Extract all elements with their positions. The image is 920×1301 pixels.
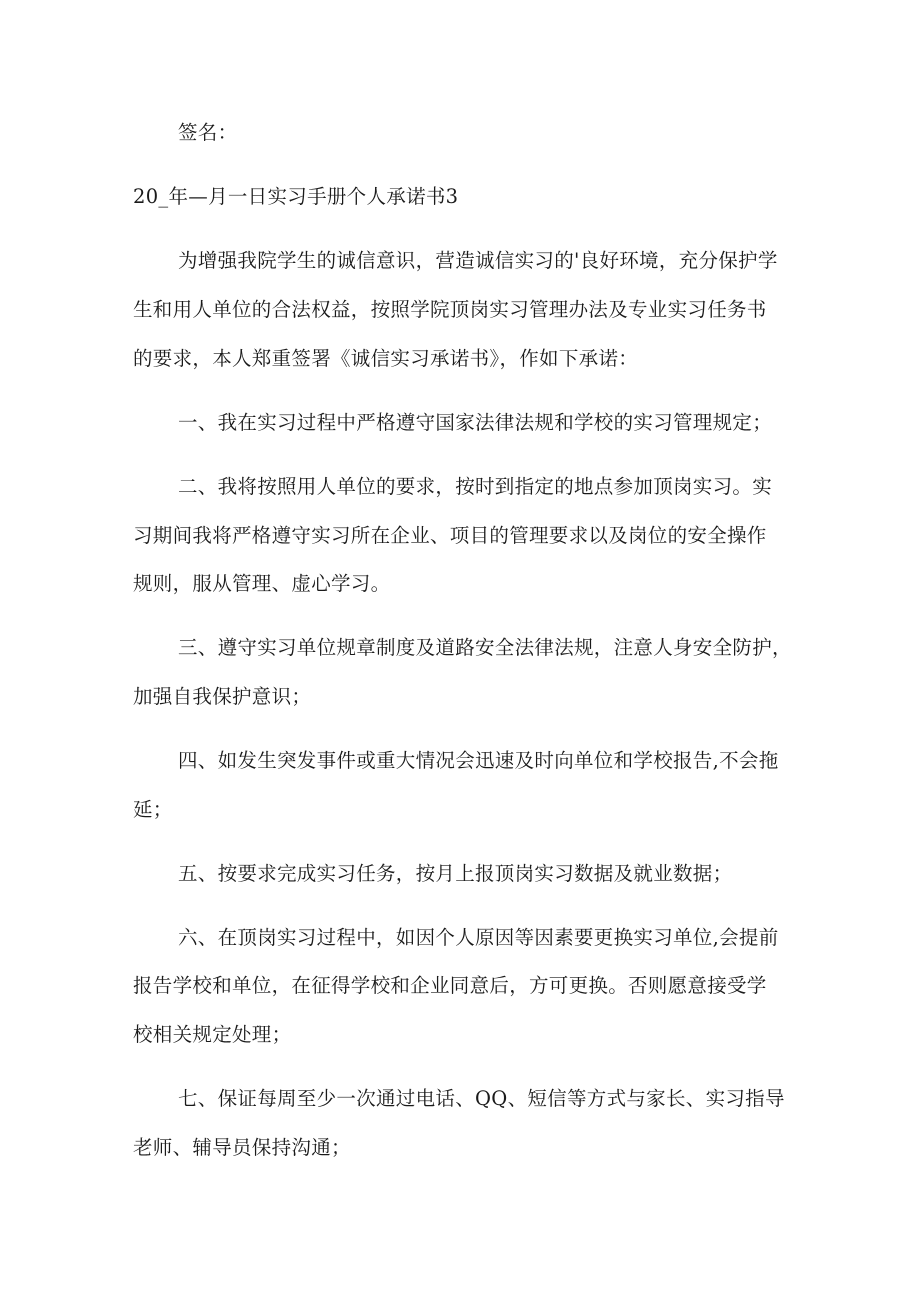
pledge-line: 二、我将按照用人单位的要求，按时到指定的地点参加顶岗实习。实 (178, 475, 773, 498)
pledge-line: 老师、辅导员保持沟通； (133, 1136, 351, 1159)
pledge-line: 校相关规定处理； (133, 1023, 292, 1046)
pledge-line: 一、我在实习过程中严格遵守国家法律法规和学校的实习管理规定； (178, 411, 773, 434)
intro-line: 为增强我院学生的诚信意识，营造诚信实习的'良好环境，充分保护学 (178, 249, 778, 272)
signature-label: 签名： (178, 121, 238, 144)
pledge-line: 报告学校和单位，在征得学校和企业同意后，方可更换。否则愿意接受学 (133, 974, 767, 997)
pledge-line: 规则，服从管理、虚心学习。 (133, 572, 391, 595)
intro-line: 生和用人单位的合法权益，按照学院顶岗实习管理办法及专业实习任务书 (133, 298, 767, 321)
pledge-line: 三、遵守实习单位规章制度及道路安全法律法规，注意人身安全防护， (178, 636, 792, 659)
intro-line: 的要求，本人郑重签署《诚信实习承诺书》，作如下承诺： (133, 347, 639, 370)
document-heading: 20_年—月一日实习手册个人承诺书3 (133, 185, 459, 208)
pledge-line: 四、如发生突发事件或重大情况会迅速及时向单位和学校报告,不会拖 (178, 749, 779, 772)
pledge-line: 五、按要求完成实习任务，按月上报顶岗实习数据及就业数据； (178, 862, 733, 885)
pledge-line: 六、在顶岗实习过程中，如因个人原因等因素要更换实习单位,会提前 (178, 926, 779, 949)
pledge-line: 延； (133, 798, 173, 821)
pledge-line: 加强自我保护意识； (133, 685, 312, 708)
pledge-line: 七、保证每周至少一次通过电话、QQ、短信等方式与家长、实习指导 (178, 1087, 785, 1110)
pledge-line: 习期间我将严格遵守实习所在企业、项目的管理要求以及岗位的安全操作 (133, 524, 767, 547)
